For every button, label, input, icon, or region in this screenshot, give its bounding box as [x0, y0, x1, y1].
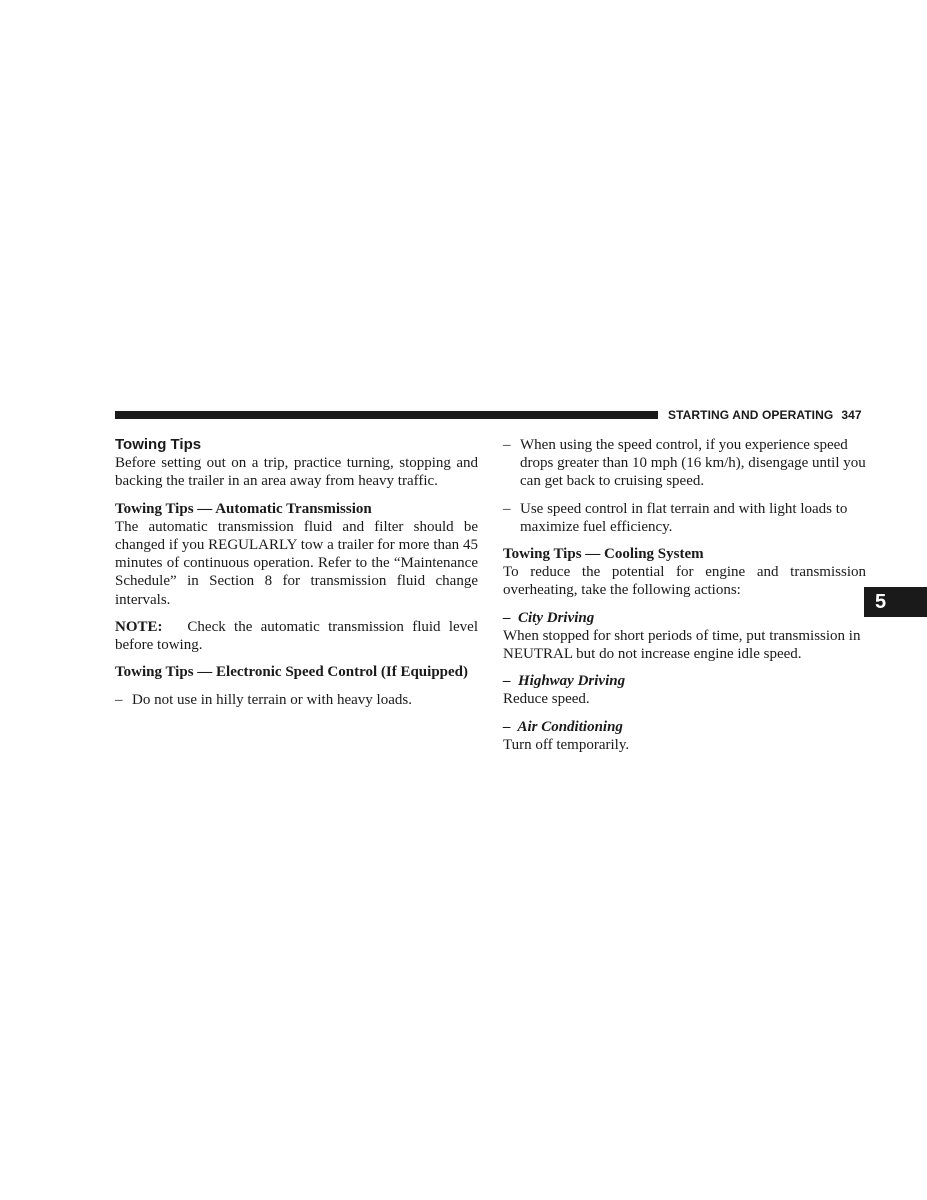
speed-control-heading: Towing Tips — Electronic Speed Control (If Equipped) [115, 664, 468, 681]
list-item [115, 691, 478, 709]
bullet-text: When using the speed control, if you experience speed drops greater than 10 mph (16 km/h), disengage until you can get back to cruising speed. [520, 437, 866, 490]
towing-tips-heading: Towing Tips [115, 436, 202, 453]
city-driving-heading [503, 609, 866, 627]
air-conditioning-heading [503, 718, 866, 736]
left-column [115, 436, 478, 710]
highway-driving-title: Highway Driving [518, 673, 626, 690]
list-item [503, 500, 866, 536]
dash-bullet: – [503, 609, 511, 626]
bullet-text: Use speed control in flat terrain and with light loads to maximize fuel efficiency. [520, 500, 848, 535]
towing-tips-paragraph: Before setting out on a trip, practice turning, stopping and backing the trailer in an area away from heavy traffic. [115, 455, 478, 490]
dash-bullet: – [503, 437, 511, 453]
highway-driving-heading [503, 672, 866, 690]
header-rule [115, 411, 658, 419]
page-number: 347 [841, 408, 862, 422]
automatic-transmission-heading: Towing Tips — Automatic Transmission [115, 500, 372, 517]
list-item [503, 436, 866, 491]
highway-driving-text: Reduce speed. [503, 691, 590, 708]
section-title: STARTING AND OPERATING [668, 408, 834, 422]
dash-bullet: – [503, 718, 511, 735]
note-text: Check the automatic transmission fluid level before towing. [115, 618, 478, 654]
running-header [668, 408, 868, 422]
air-conditioning-text: Turn off temporarily. [503, 736, 630, 753]
note-paragraph [115, 618, 478, 654]
bullet-text: Do not use in hilly terrain or with heavy loads. [132, 692, 412, 709]
cooling-system-heading: Towing Tips — Cooling System [503, 546, 704, 563]
dash-bullet: – [503, 500, 511, 517]
air-conditioning-title: Air Conditioning [517, 718, 623, 735]
note-label: NOTE: [115, 618, 163, 635]
city-driving-title: City Driving [518, 609, 595, 626]
section-tab: 5 [864, 587, 927, 617]
automatic-transmission-paragraph: The automatic transmission fluid and filter should be changed if you REGULARLY tow a trailer for more than 45 minutes of continuous operation. Refer to the “Maintenance Schedule” in Section 8 for transmission fluid change intervals. [115, 518, 478, 608]
dash-bullet: – [115, 692, 123, 709]
cooling-system-paragraph: To reduce the potential for engine and transmission overheating, take the following actions: [503, 564, 866, 599]
city-driving-text: When stopped for short periods of time, put transmission in NEUTRAL but do not increase engine idle speed. [503, 627, 861, 663]
right-column [503, 436, 866, 754]
dash-bullet: – [503, 673, 511, 690]
